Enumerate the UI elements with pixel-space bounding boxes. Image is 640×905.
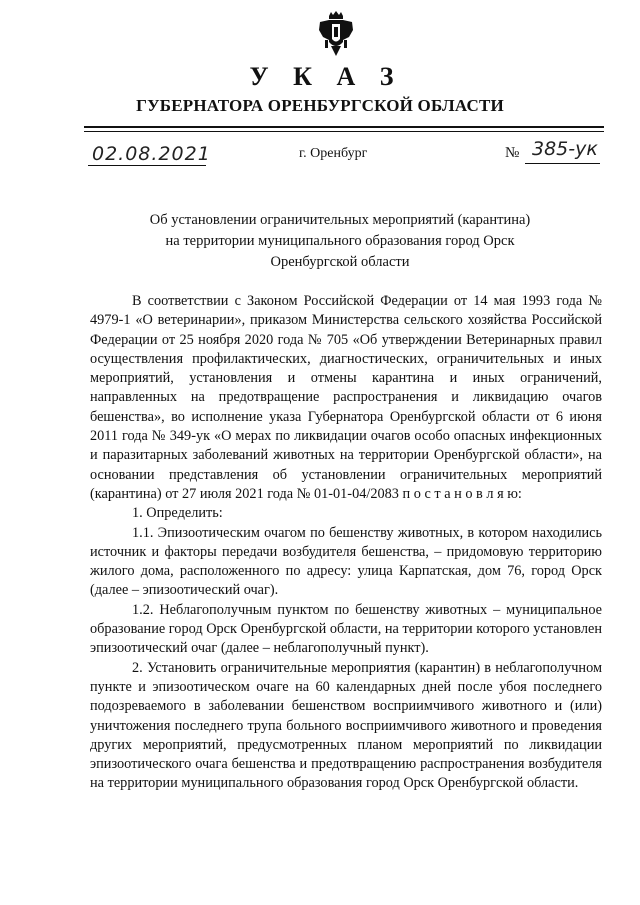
- body-paragraph: 1.1. Эпизоотическим очагом по бешенству животных, в котором находились источник и факторы передачи возбудителя бешенства, – придомовую территорию жилого дома, расположенного по адресу: улица Карпатская, дом 76, город Орск (далее – эпизоотический очаг).: [90, 524, 602, 599]
- body-paragraph: 1. Определить:: [132, 505, 223, 522]
- document-number: 385-ук: [532, 138, 598, 160]
- body-paragraph: В соответствии с Законом Российской Федерации от 14 мая 1993 года № 4979-1 «О ветеринарии», приказом Министерства сельского хозяйства Российской Федерации от 25 ноября 2020 года № 705 «Об утверждении Ветеринарных правил осуществления профилактических, диагностических, ограничительных и иных мероприятий, установления и отмены карантина и иных ограничений, направленных на предотвращение распространения и ликвидацию очагов бешенства», во исполнение указа Губернатора Оренбургской области от 6 июня 2011 года № 349-ук «О мерах по ликвидации очагов особо опасных инфекционных и паразитарных заболеваний животных на территории Оренбургской области», на основании представления об установлении ограничительных мероприятий (карантина) от 27 июля 2021 года № 01-01-04/2083 п о с т а н о в л я ю:: [90, 293, 602, 502]
- body-paragraph: 1.2. Неблагополучным пунктом по бешенству животных – муниципальное образование город Орск Оренбургской области, на территории которого установлен эпизоотический очаг (далее – неблагополучный пункт).: [90, 601, 602, 657]
- header-rule-thin: [84, 131, 604, 132]
- document-body: [90, 292, 602, 794]
- issuer-title: ГУБЕРНАТОРА ОРЕНБУРГСКОЙ ОБЛАСТИ: [136, 96, 504, 115]
- document-date: 02.08.2021: [92, 143, 211, 165]
- header-rule-thick: [84, 126, 604, 128]
- subject-line: Об установлении ограничительных мероприятий (карантина): [149, 212, 531, 228]
- subject-line: Оренбургской области: [270, 254, 410, 270]
- document-type-title: У К А З: [249, 62, 403, 91]
- body-paragraph: 2. Установить ограничительные мероприятия (карантин) в неблагополучном пункте и эпизоотическом очаге на 60 календарных дней после убоя последнего подозреваемого в заболевании бешенством восприимчивого животного и (или) уничтожения последнего трупа больного восприимчивого животного и проведения других мероприятий, предусмотренных планом мероприятий по ликвидации эпизоотического очага бешенства и предотвращению распространения возбудителя на территории муниципального образования город Орск Оренбургской области.: [90, 659, 602, 792]
- coat-of-arms-orenburg-icon: [317, 10, 355, 58]
- document-subject: [100, 210, 580, 273]
- document-city: г. Оренбург: [299, 146, 368, 161]
- subject-line: на территории муниципального образования город Орск: [165, 233, 515, 249]
- number-underline: [525, 163, 600, 164]
- number-label: №: [505, 145, 520, 161]
- date-underline: [88, 165, 206, 166]
